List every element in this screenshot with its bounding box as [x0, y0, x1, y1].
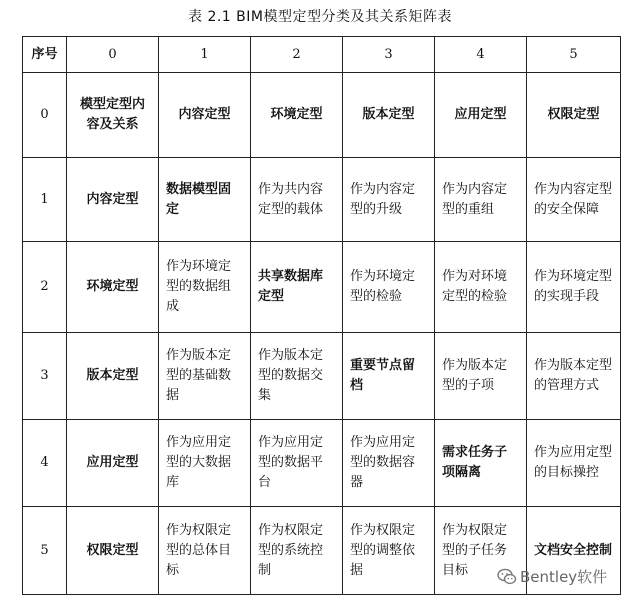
matrix-cell: 数据模型固定	[159, 158, 251, 242]
row-name: 权限定型	[67, 507, 159, 595]
header-index-1: 1	[159, 37, 251, 73]
type-header: 版本定型	[343, 73, 435, 158]
row-name: 应用定型	[67, 420, 159, 507]
row-index: 1	[23, 158, 67, 242]
matrix-cell: 作为权限定型的系统控制	[251, 507, 343, 595]
matrix-cell: 作为内容定型的升级	[343, 158, 435, 242]
table-caption: 表 2.1 BIM模型定型分类及其关系矩阵表	[188, 9, 452, 25]
row-index: 5	[23, 507, 67, 595]
row-index: 0	[23, 73, 67, 158]
matrix-cell: 共享数据库定型	[251, 242, 343, 333]
corner-label: 模型定型内容及关系	[67, 73, 159, 158]
matrix-cell: 作为内容定型的重组	[435, 158, 527, 242]
header-index-5: 5	[527, 37, 621, 73]
matrix-cell: 作为权限定型的调整依据	[343, 507, 435, 595]
header-index-4: 4	[435, 37, 527, 73]
type-header: 内容定型	[159, 73, 251, 158]
table-row	[23, 333, 621, 420]
matrix-cell: 作为应用定型的目标操控	[527, 420, 621, 507]
matrix-cell: 作为环境定型的数据组成	[159, 242, 251, 333]
matrix-cell: 作为应用定型的大数据库	[159, 420, 251, 507]
matrix-cell: 作为环境定型的检验	[343, 242, 435, 333]
matrix-cell: 作为权限定型的总体目标	[159, 507, 251, 595]
matrix-cell: 作为版本定型的管理方式	[527, 333, 621, 420]
type-row	[23, 73, 621, 158]
matrix-cell: 需求任务子项隔离	[435, 420, 527, 507]
type-header: 环境定型	[251, 73, 343, 158]
row-index: 3	[23, 333, 67, 420]
row-name: 版本定型	[67, 333, 159, 420]
row-index: 2	[23, 242, 67, 333]
header-index-2: 2	[251, 37, 343, 73]
header-row	[23, 37, 621, 73]
matrix-cell: 作为共内容定型的载体	[251, 158, 343, 242]
matrix-cell: 作为应用定型的数据容器	[343, 420, 435, 507]
matrix-cell: 作为对环境定型的检验	[435, 242, 527, 333]
type-header: 权限定型	[527, 73, 621, 158]
matrix-cell: 作为版本定型的基础数据	[159, 333, 251, 420]
row-name: 内容定型	[67, 158, 159, 242]
header-corner: 序号	[23, 37, 67, 73]
watermark-text: Bentley软件	[520, 568, 608, 586]
table-row	[23, 420, 621, 507]
matrix-cell: 作为环境定型的实现手段	[527, 242, 621, 333]
matrix-cell: 作为应用定型的数据平台	[251, 420, 343, 507]
matrix-cell: 作为权限定型的子任务目标	[435, 507, 527, 595]
row-index: 4	[23, 420, 67, 507]
matrix-cell: 文档安全控制	[527, 507, 621, 595]
matrix-cell: 作为版本定型的数据交集	[251, 333, 343, 420]
matrix-cell: 重要节点留档	[343, 333, 435, 420]
header-index-3: 3	[343, 37, 435, 73]
matrix-cell: 作为内容定型的安全保障	[527, 158, 621, 242]
type-header: 应用定型	[435, 73, 527, 158]
header-index-0: 0	[67, 37, 159, 73]
table-row	[23, 242, 621, 333]
wechat-icon	[497, 568, 517, 586]
matrix-table	[22, 36, 621, 595]
matrix-cell: 作为版本定型的子项	[435, 333, 527, 420]
table-row	[23, 158, 621, 242]
row-name: 环境定型	[67, 242, 159, 333]
watermark	[497, 566, 607, 587]
